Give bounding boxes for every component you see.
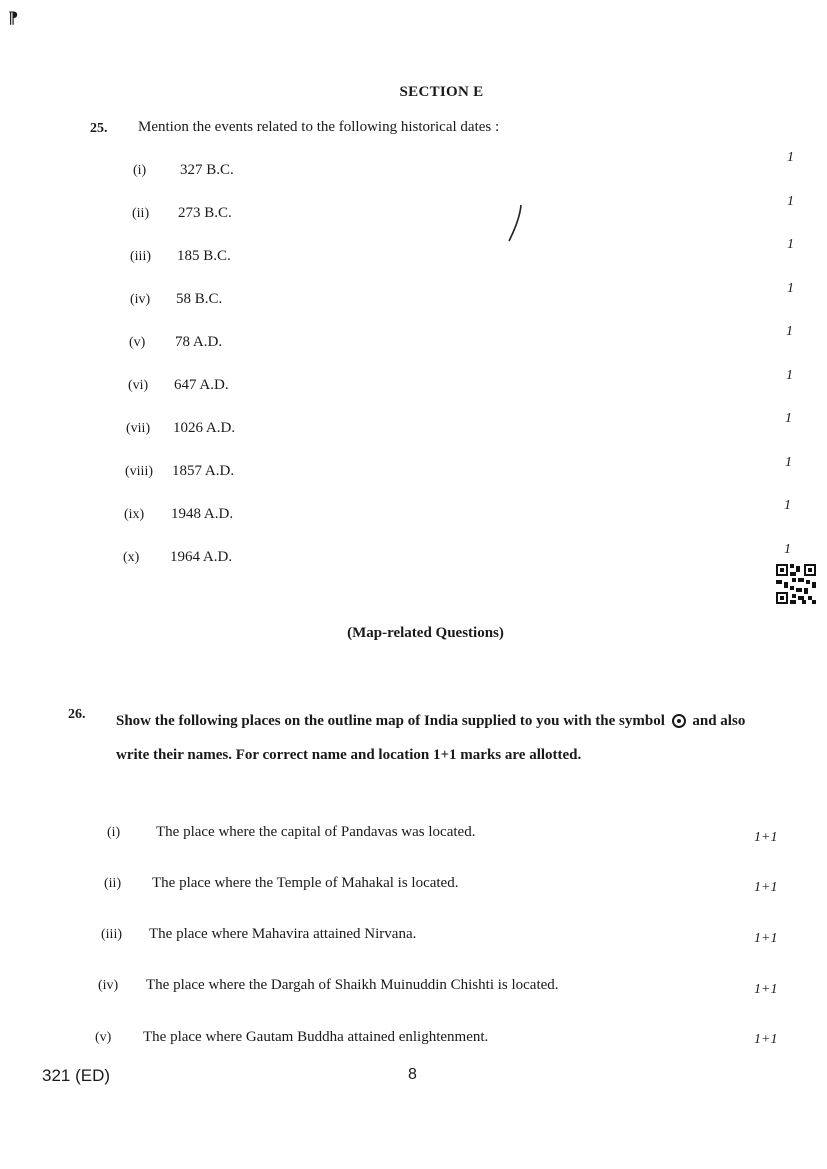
item-mark: 1+1 — [754, 982, 778, 997]
item-number: (x) — [123, 550, 140, 565]
item-number: (viii) — [125, 464, 153, 479]
item-mark: 1 — [787, 237, 794, 252]
item-number: (iv) — [130, 292, 151, 307]
item-mark: 1+1 — [754, 1032, 778, 1047]
question-26-number: 26. — [68, 707, 86, 722]
item-number: (ii) — [132, 206, 150, 221]
pen-stroke-mark — [505, 203, 525, 243]
item-place: The place where the capital of Pandavas was located. — [156, 824, 476, 840]
section-title: SECTION E — [399, 84, 484, 100]
corner-mark: ⁋ — [8, 10, 19, 27]
item-date: 1964 A.D. — [170, 549, 233, 565]
item-mark: 1 — [784, 542, 791, 557]
item-mark: 1 — [784, 498, 791, 513]
item-number: (i) — [107, 825, 121, 840]
question-25-number: 25. — [90, 121, 108, 136]
page-number: 8 — [408, 1066, 417, 1083]
item-date: 1026 A.D. — [173, 420, 236, 436]
question-26-text-part: and also write their names. For correct name and location 1+1 marks are allotted. — [116, 713, 746, 763]
question-26-text — [116, 704, 756, 772]
question-26-text-part: Show the following places on the outline map of — [116, 713, 424, 729]
map-questions-heading: (Map-related Questions) — [347, 625, 504, 641]
item-number: (iii) — [130, 249, 151, 264]
item-date: 1857 A.D. — [172, 463, 235, 479]
item-mark: 1+1 — [754, 830, 778, 845]
item-date: 647 A.D. — [174, 377, 229, 393]
item-mark: 1 — [787, 281, 794, 296]
question-25-text: Mention the events related to the following historical dates : — [138, 119, 500, 135]
item-date: 273 B.C. — [178, 205, 232, 221]
item-number: (vi) — [128, 378, 149, 393]
item-mark: 1+1 — [754, 880, 778, 895]
item-mark: 1+1 — [754, 931, 778, 946]
item-number: (vii) — [126, 421, 151, 436]
item-mark: 1 — [785, 455, 792, 470]
item-number: (v) — [95, 1030, 112, 1045]
item-date: 78 A.D. — [175, 334, 223, 350]
item-date: 1948 A.D. — [171, 506, 234, 522]
item-mark: 1 — [787, 150, 794, 165]
item-number: (ii) — [104, 876, 122, 891]
item-number: (iii) — [101, 927, 122, 942]
item-mark: 1 — [785, 411, 792, 426]
qr-code-icon — [776, 564, 816, 604]
item-number: (iv) — [98, 978, 119, 993]
item-number: (v) — [129, 335, 146, 350]
item-date: 58 B.C. — [176, 291, 223, 307]
item-number: (ix) — [124, 507, 145, 522]
item-date: 185 B.C. — [177, 248, 231, 264]
question-26-country: India — [423, 713, 459, 729]
item-place: The place where Gautam Buddha attained enlightenment. — [143, 1029, 489, 1045]
item-number: (i) — [133, 163, 147, 178]
item-mark: 1 — [786, 368, 793, 383]
item-mark: 1 — [786, 324, 793, 339]
question-26-text-part: supplied to you with the symbol — [458, 713, 665, 729]
item-place: The place where the Dargah of Shaikh Muinuddin Chishti is located. — [146, 977, 559, 993]
item-place: The place where Mahavira attained Nirvana. — [149, 926, 417, 942]
item-mark: 1 — [787, 194, 794, 209]
paper-code: 321 (ED) — [42, 1066, 111, 1085]
item-place: The place where the Temple of Mahakal is located. — [152, 875, 459, 891]
item-date: 327 B.C. — [180, 162, 234, 178]
circled-dot-symbol-icon — [672, 714, 686, 728]
